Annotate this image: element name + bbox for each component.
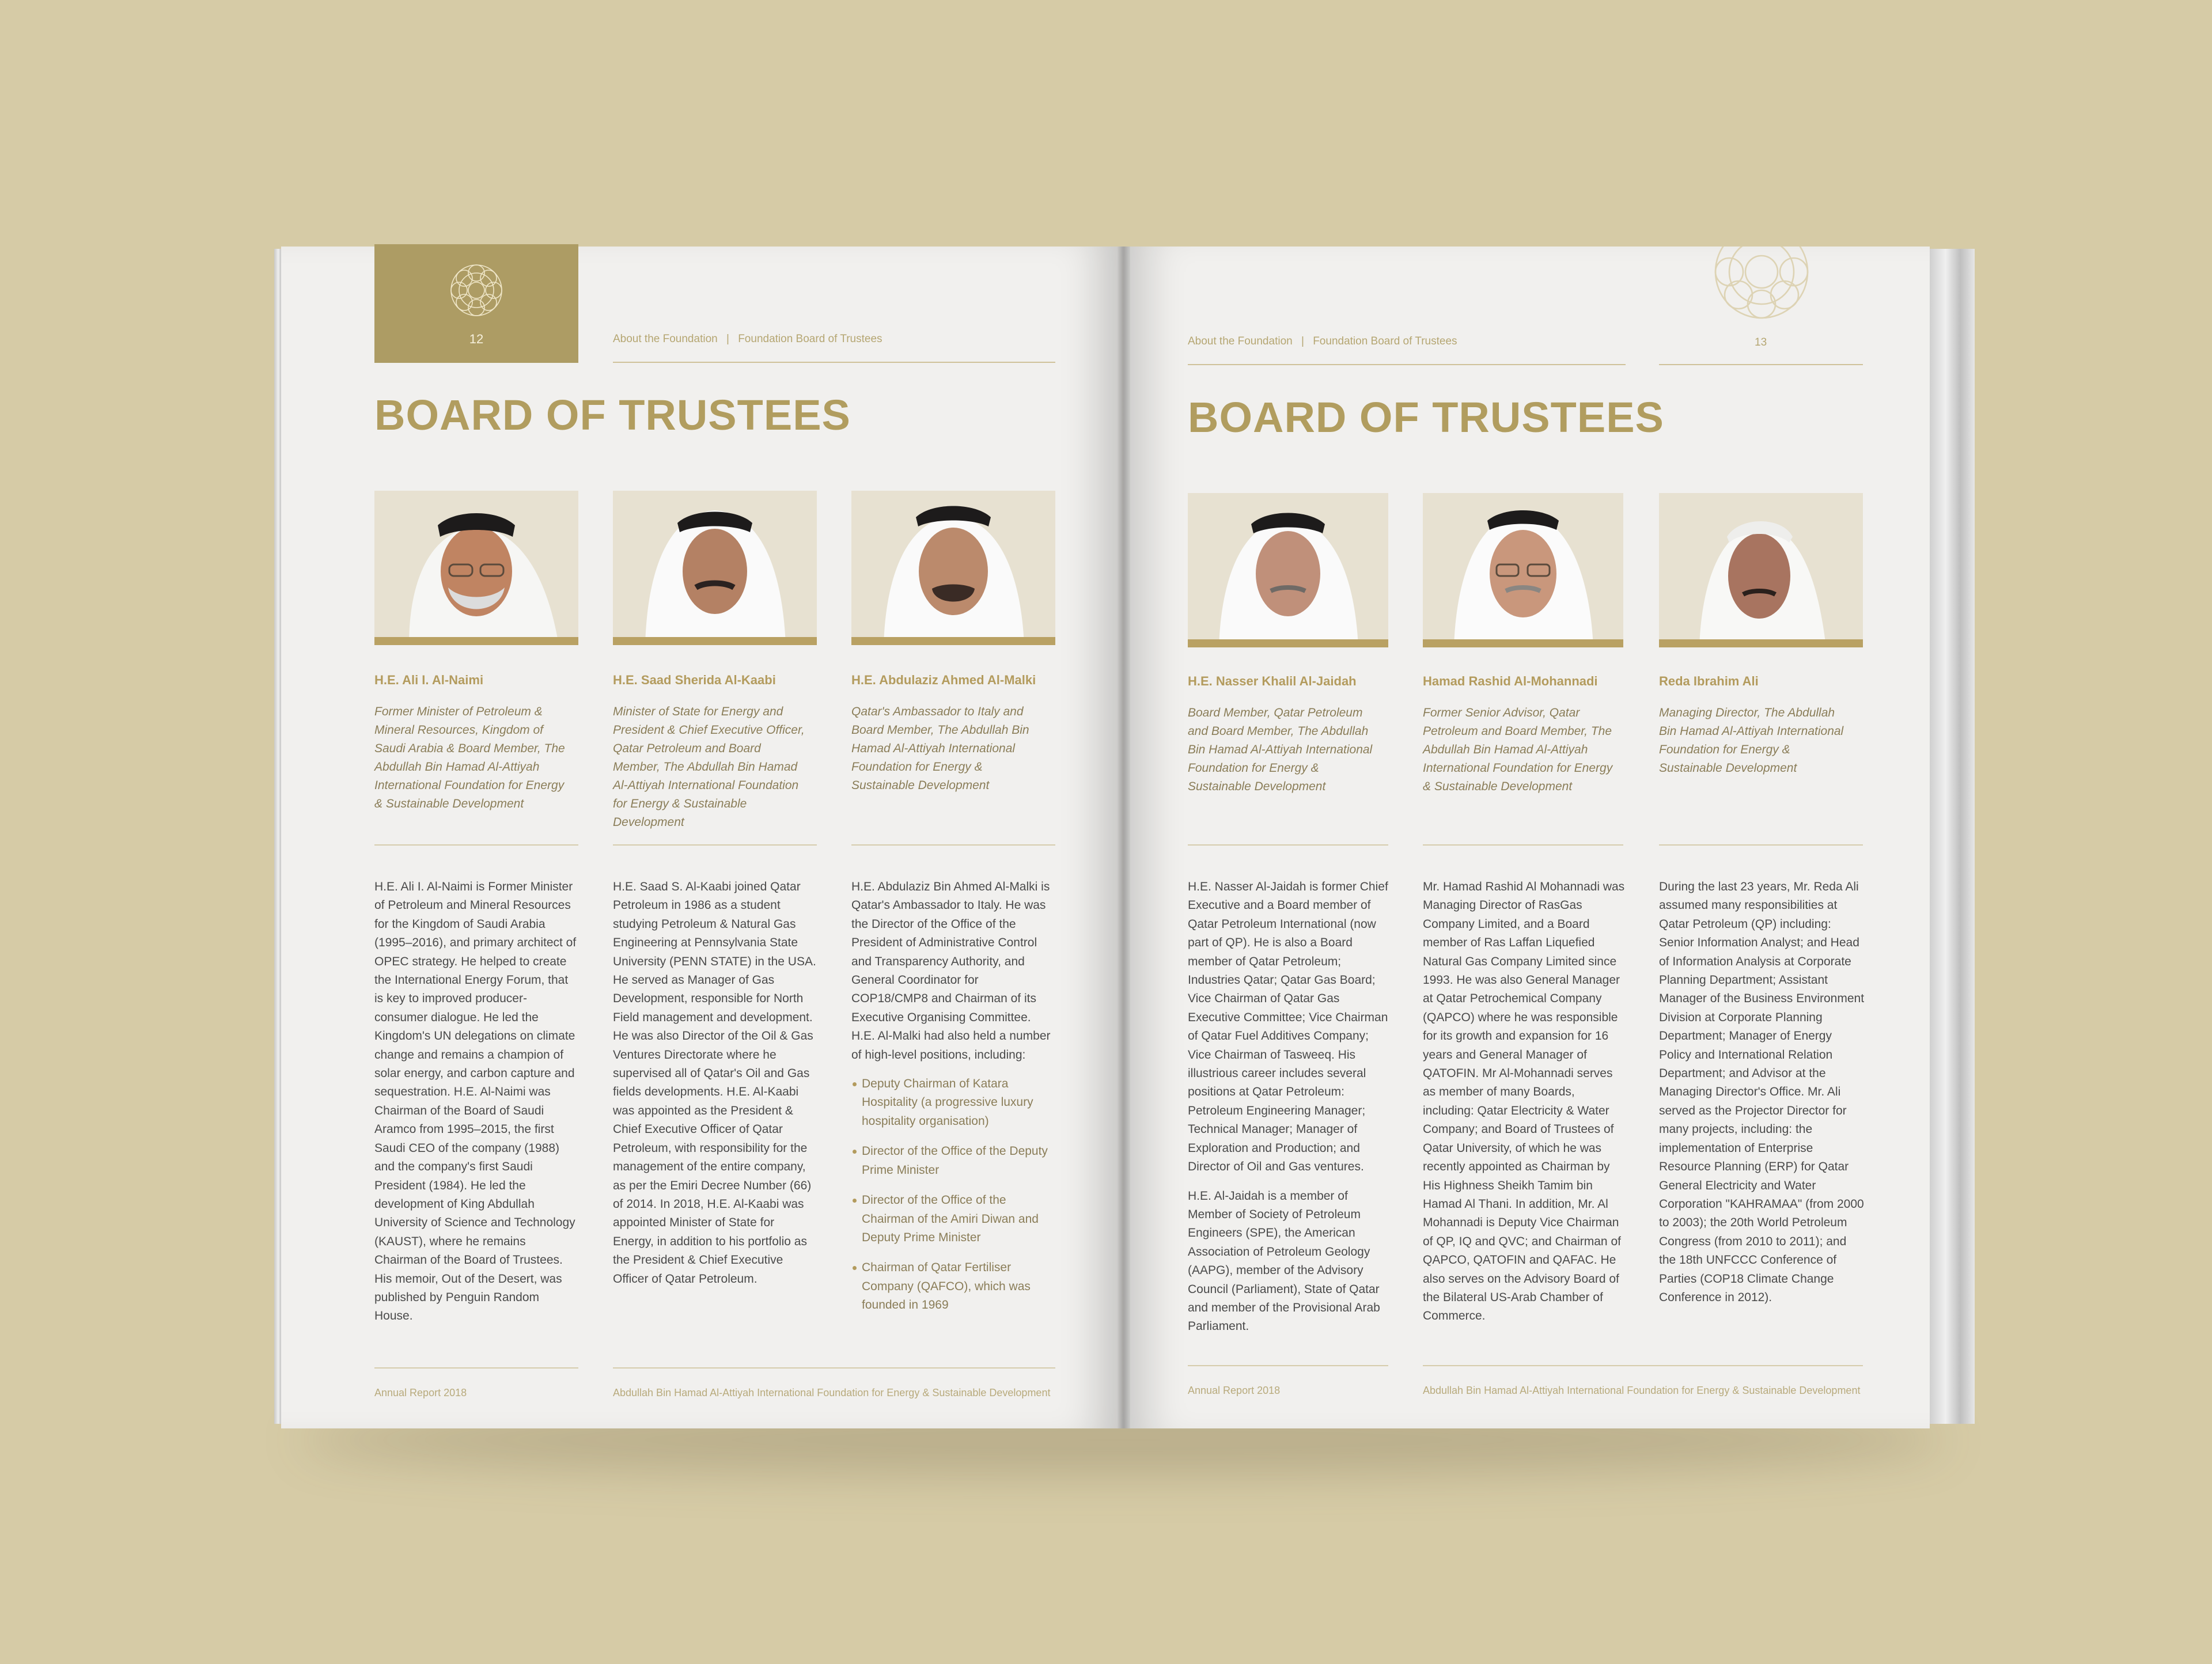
trustee-role: Qatar's Ambassador to Italy and Board Member, The Abdullah Bin Hamad Al-Attiyah International Foundation for Energy & Sustainable Development bbox=[851, 705, 1029, 792]
trustee-bio bbox=[1659, 878, 1865, 1317]
page-number: 13 bbox=[1755, 336, 1767, 348]
trustee-role: Former Senior Advisor, Qatar Petroleum and Board Member, The Abdullah Bin Hamad Al-Attiyah International Foundation for Energy & Sustainable Development bbox=[1423, 706, 1613, 793]
portrait-illustration bbox=[374, 491, 578, 645]
portrait-illustration bbox=[1188, 493, 1388, 647]
page-edges bbox=[1926, 249, 1975, 1424]
footer-left: Annual Report 2018 bbox=[1188, 1385, 1281, 1396]
footer-right: Abdullah Bin Hamad Al-Attiyah International Foundation for Energy & Sustainable Development bbox=[1423, 1385, 1861, 1396]
portrait-illustration bbox=[1659, 493, 1863, 647]
divider bbox=[851, 844, 1055, 846]
list-item: Chairman of Qatar Fertiliser Company (QAFCO), which was founded in 1969 bbox=[851, 1259, 1056, 1314]
header-rule bbox=[1188, 364, 1626, 365]
trustee-photo-al-jaidah bbox=[1188, 493, 1388, 647]
list-item: Deputy Chairman of Katara Hospitality (a progressive luxury hospitality organisation) bbox=[851, 1075, 1056, 1131]
breadcrumb-page: Foundation Board of Trustees bbox=[738, 333, 882, 345]
positions-list bbox=[851, 1075, 1056, 1314]
breadcrumb-section: About the Foundation bbox=[1188, 335, 1293, 347]
list-item: Director of the Office of the Deputy Prime Minister bbox=[851, 1142, 1056, 1180]
breadcrumb bbox=[1188, 335, 1457, 348]
divider bbox=[1188, 844, 1388, 846]
trustee-name: H.E. Saad Sherida Al-Kaabi bbox=[613, 673, 776, 687]
photo-underline bbox=[1423, 639, 1623, 647]
breadcrumb-separator: | bbox=[726, 333, 729, 345]
footer-rule bbox=[374, 1367, 578, 1369]
page-number-tab bbox=[374, 244, 578, 363]
trustee-name: Hamad Rashid Al-Mohannadi bbox=[1423, 674, 1598, 688]
bio-paragraph: H.E. Al-Jaidah is a member of Member of Society of Petroleum Engineers (SPE), the American Association of Petroleum Geology (AAPG), member of the Advisory Council (Parliament), State of Qatar and member of the Provisional Arab Parliament. bbox=[1188, 1189, 1380, 1333]
rosette-emblem-icon bbox=[448, 261, 505, 319]
footer-right: Abdullah Bin Hamad Al-Attiyah International Foundation for Energy & Sustainable Development bbox=[613, 1387, 1051, 1398]
portrait-illustration bbox=[1423, 493, 1623, 647]
page-title: BOARD OF TRUSTEES bbox=[1188, 393, 1664, 441]
photo-underline bbox=[374, 637, 578, 645]
divider bbox=[1659, 844, 1863, 846]
divider bbox=[1423, 844, 1623, 846]
breadcrumb bbox=[613, 333, 882, 346]
trustee-bio bbox=[374, 878, 579, 1336]
photo-underline bbox=[1659, 639, 1863, 647]
trustee-bio bbox=[613, 878, 818, 1299]
trustee-name: Reda Ibrahim Ali bbox=[1659, 674, 1759, 688]
trustee-photo-al-kaabi bbox=[613, 491, 817, 645]
trustee-name: H.E. Abdulaziz Ahmed Al-Malki bbox=[851, 673, 1036, 687]
portrait-illustration bbox=[851, 491, 1055, 645]
footer-rule bbox=[613, 1367, 1055, 1369]
footer-left: Annual Report 2018 bbox=[374, 1387, 467, 1398]
trustee-role: Board Member, Qatar Petroleum and Board Member, The Abdullah Bin Hamad Al-Attiyah International Foundation for Energy & Sustainable Development bbox=[1188, 706, 1373, 793]
bio-paragraph: Mr. Hamad Rashid Al Mohannadi was Managing Director of RasGas Company Limited, and a Board member of Ras Laffan Liquefied Natural Gas Company Limited since 1993. He was also General Manager at Qatar Petrochemical Company (QAPCO) where he was responsible for its growth and expansion for 16 years and General Manager of QATOFIN. Mr Al-Mohannadi serves as member of many Boards, including: Qatar Electricity & Water Company; and Board of Trustees of Qatar University, of which he was recently appointed as Chairman by His Highness Sheikh Tamim bin Hamad Al Thani. In addition, Mr. Al Mohannadi is Deputy Vice Chairman of QP, IQ and QVC; and Chairman of QAPCO, QATOFIN and QAFAC. He also serves on the Advisory Board of the Bilateral US-Arab Chamber of Commerce. bbox=[1423, 880, 1625, 1323]
trustee-role: Minister of State for Energy and President & Chief Executive Officer, Qatar Petroleum and Board Member, The Abdullah Bin Hamad Al-Attiyah International Foundation for Energy & Sustainable Development bbox=[613, 705, 805, 829]
bio-paragraph: H.E. Ali I. Al-Naimi is Former Minister of Petroleum and Mineral Resources for the Kingdom of Saudi Arabia (1995–2016), and primary architect of OPEC strategy. He helped to create the International Energy Forum, that is key to improved producer-consumer dialogue. He led the Kingdom's UN delegations on climate change and remains a champion of solar energy, and carbon capture and sequestration. H.E. Al-Naimi was Chairman of the Board of Saudi Aramco from 1995–2015, the first Saudi CEO of the company (1988) and the company's first Saudi President (1984). He led the development of King Abdullah University of Science and Technology (KAUST), where he remains Chairman of the Board of Trustees. His memoir, Out of the Desert, was published by Penguin Random House. bbox=[374, 880, 577, 1323]
trustee-name: H.E. Nasser Khalil Al-Jaidah bbox=[1188, 674, 1357, 688]
header-rule bbox=[1659, 364, 1863, 365]
page-title: BOARD OF TRUSTEES bbox=[374, 391, 851, 439]
photo-underline bbox=[613, 637, 817, 645]
trustee-bio bbox=[1188, 878, 1389, 1347]
trustee-role: Former Minister of Petroleum & Mineral Resources, Kingdom of Saudi Arabia & Board Member, The Abdullah Bin Hamad Al-Attiyah International Foundation for Energy & Sustainable Development bbox=[374, 705, 565, 810]
portrait-illustration bbox=[613, 491, 817, 645]
trustee-photo-reda-ali bbox=[1659, 493, 1863, 647]
trustee-role: Managing Director, The Abdullah Bin Hamad Al-Attiyah International Foundation for Energy & Sustainable Development bbox=[1659, 706, 1844, 775]
trustee-photo-al-mohannadi bbox=[1423, 493, 1623, 647]
trustee-photo-al-malki bbox=[851, 491, 1055, 645]
trustee-photo-al-naimi bbox=[374, 491, 578, 645]
breadcrumb-page: Foundation Board of Trustees bbox=[1313, 335, 1457, 347]
trustee-bio bbox=[851, 878, 1056, 1326]
bio-paragraph: H.E. Nasser Al-Jaidah is former Chief Executive and a Board member of Qatar Petroleum International (now part of QP). He is also a Board member of Qatar Petroleum; Industries Qatar; Qatar Gas Board; Vice Chairman of Qatar Gas Executive Committee; Vice Chairman of Qatar Fuel Additives Company; Vice Chairman of Tasweeq. His illustrious career includes several positions at Qatar Petroleum: Petroleum Engineering Manager; Technical Manager; Manager of Exploration and Production; and Director of Oil and Gas ventures. bbox=[1188, 880, 1388, 1174]
page-number: 12 bbox=[469, 332, 484, 346]
photo-underline bbox=[851, 637, 1055, 645]
header-rule bbox=[613, 362, 1055, 363]
footer-rule bbox=[1188, 1365, 1388, 1366]
list-item: Director of the Office of the Chairman of the Amiri Diwan and Deputy Prime Minister bbox=[851, 1191, 1056, 1247]
bio-paragraph: H.E. Abdulaziz Bin Ahmed Al-Malki is Qatar's Ambassador to Italy. He was the Director of the Office of the President of Administrative Control and Transparency Authority, and General Coordinator for COP18/CMP8 and Chairman of its Executive Organising Committee. H.E. Al-Malki had also held a number of high-level positions, including: bbox=[851, 880, 1051, 1062]
book-gutter bbox=[1118, 247, 1130, 1428]
divider bbox=[613, 844, 817, 846]
bio-paragraph: H.E. Saad S. Al-Kaabi joined Qatar Petroleum in 1986 as a student studying Petroleum & Natural Gas Engineering at Pennsylvania State University (PENN STATE) in the USA. He served as Manager of Gas Development, responsible for North Field management and development. He was also Director of the Oil & Gas Ventures Directorate where he supervised all of Qatar's Oil and Gas fields developments. H.E. Al-Kaabi was appointed as the President & Chief Executive Officer of Qatar Petroleum, with responsibility for the management of the entire company, as per the Emiri Decree Number (66) of 2014. In 2018, H.E. Al-Kaabi was appointed Minister of State for Energy, in addition to his portfolio as the President & Chief Executive Officer of Qatar Petroleum. bbox=[613, 880, 816, 1286]
breadcrumb-separator: | bbox=[1301, 335, 1304, 347]
trustee-name: H.E. Ali I. Al-Naimi bbox=[374, 673, 484, 687]
breadcrumb-section: About the Foundation bbox=[613, 333, 718, 345]
trustee-bio bbox=[1423, 878, 1627, 1336]
divider bbox=[374, 844, 578, 846]
footer-rule bbox=[1423, 1365, 1863, 1366]
photo-underline bbox=[1188, 639, 1388, 647]
bio-paragraph: During the last 23 years, Mr. Reda Ali assumed many responsibilities at Qatar Petroleum (QP) including: Senior Information Analyst; and Head of Information Analysis at Corporate Planning Department; Assistant Manager of the Business Environment Division at Corporate Planning Department; Manager of Energy Policy and International Relation Department; and Advisor at the Managing Director's Office. Mr. Ali served as the Projector Director for many projects, including: the implementation of Enterprise Resource Planning (ERP) for Qatar General Electricity and Water Corporation "KAHRAMAA" (from 2000 to 2003); the 20th World Petroleum Congress (from 2010 to 2011); and the 18th UNFCCC Conference of Parties (COP18 Climate Change Conference in 2012). bbox=[1659, 880, 1865, 1304]
rosette-emblem-icon bbox=[1687, 247, 1836, 321]
